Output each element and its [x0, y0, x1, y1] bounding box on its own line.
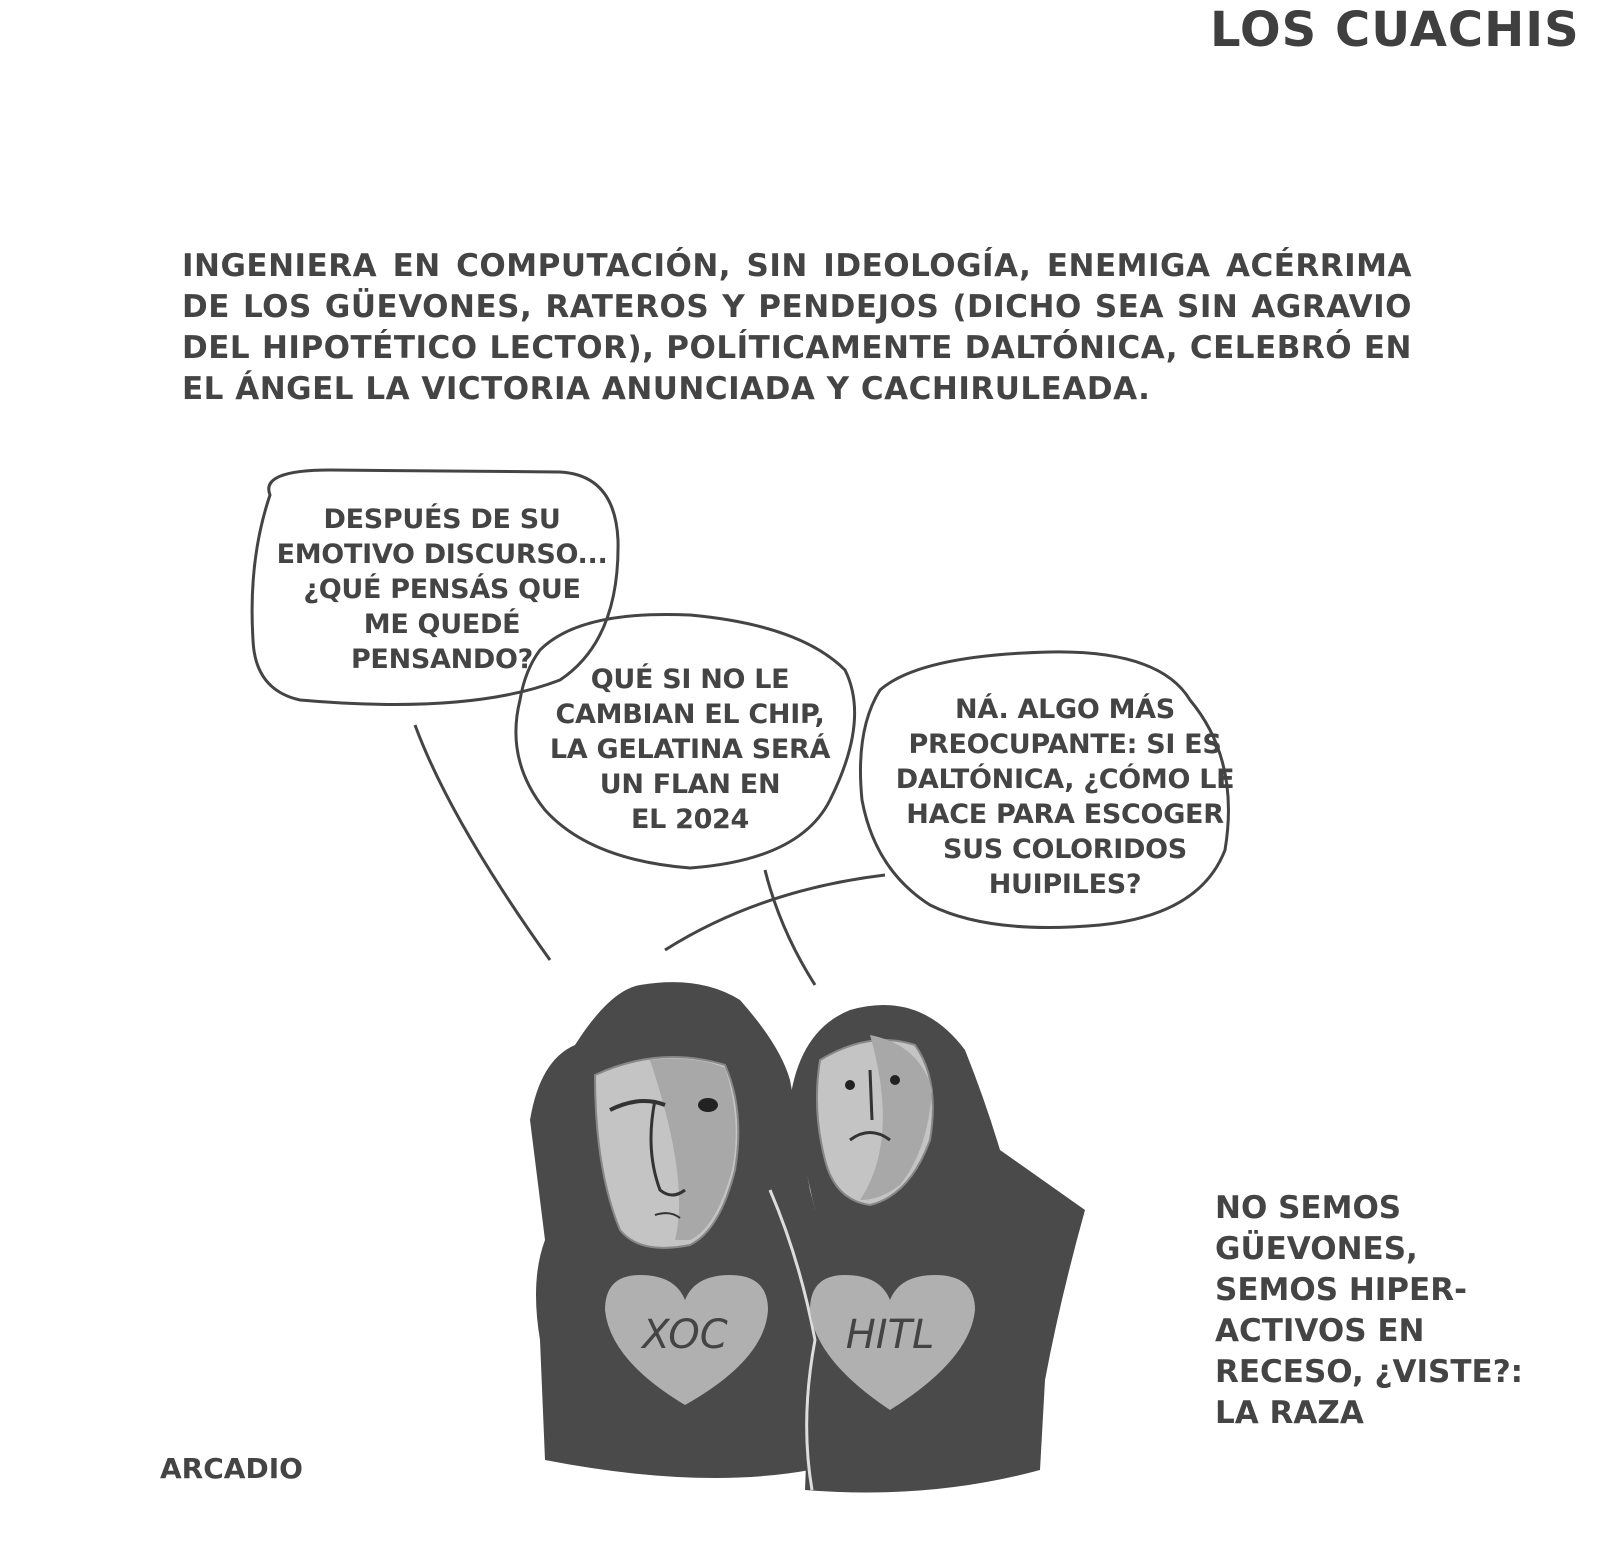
- bubble-2-tail: [765, 870, 815, 985]
- intro-text: INGENIERA EN COMPUTACIÓN, SIN IDEOLOGÍA, ENEMIGA ACÉRRIMA DE LOS GÜEVONES, RATEROS Y PENDEJOS (DICHO SEA SIN AGRAVIO DEL HIPOTÉTICO LECTOR), POLÍTICAMENTE DALTÓNICA, CELEBRÓ EN EL ÁNGEL LA VICTORIA ANUNCIADA Y CACHIRULEADA.: [182, 248, 1412, 407]
- comic-title: LOS CUACHIS: [1210, 2, 1580, 58]
- speech-bubble-3-text: NÁ. ALGO MÁS PREOCUPANTE: SI ES DALTÓNICA, ¿CÓMO LE HACE PARA ESCOGER SUS COLORIDOS HUIPILES?: [895, 694, 1235, 900]
- side-caption: NO SEMOS GÜEVONES, SEMOS HIPER- ACTIVOS EN RECESO, ¿VISTE?: LA RAZA: [1215, 1190, 1524, 1431]
- left-heart-label: XOC: [642, 1312, 728, 1358]
- speech-bubble-2-text: QUÉ SI NO LE CAMBIAN EL CHIP, LA GELATINA SERÁ UN FLAN EN EL 2024: [549, 664, 831, 835]
- bubble-3-tail: [665, 875, 885, 950]
- speech-bubble-1-text: DESPUÉS DE SU EMOTIVO DISCURSO... ¿QUÉ PENSÁS QUE ME QUEDÉ PENSANDO?: [276, 504, 608, 675]
- right-heart-label: HITL: [845, 1312, 935, 1358]
- artist-signature: ARCADIO: [160, 1452, 303, 1485]
